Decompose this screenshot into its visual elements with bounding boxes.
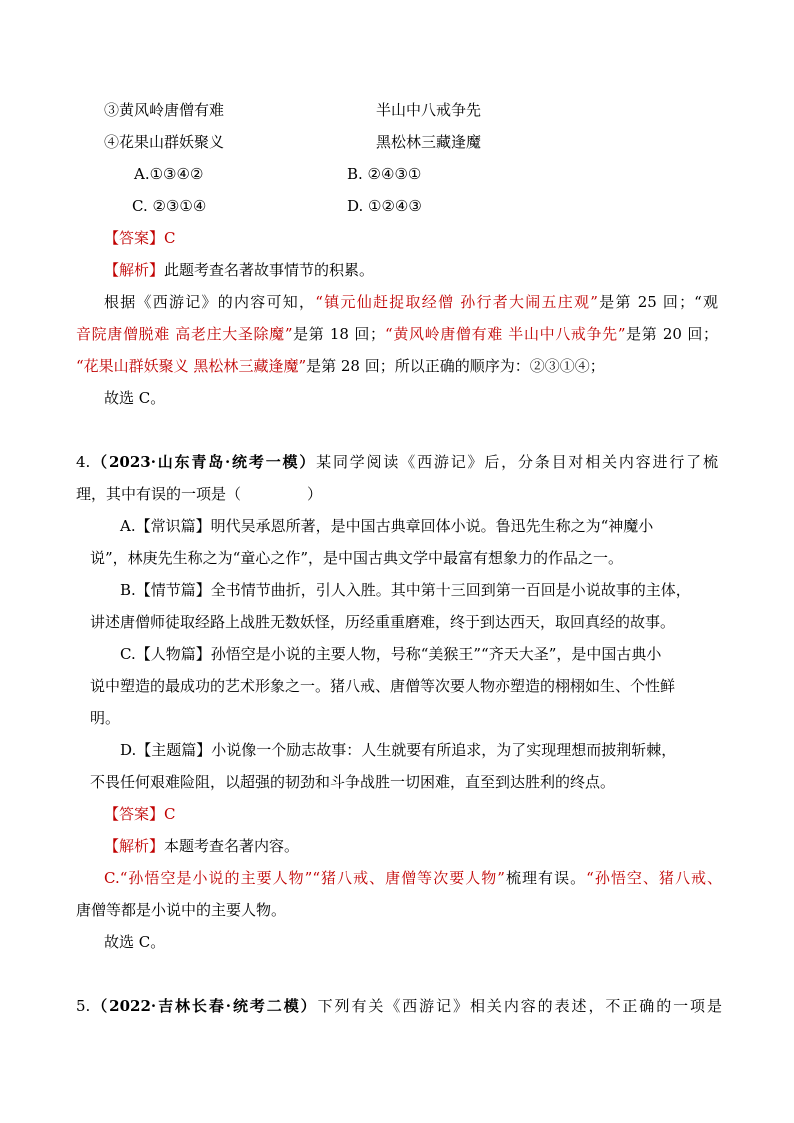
q4-answer <box>104 804 176 824</box>
q4-conclusion: 故选 C。 <box>104 933 166 951</box>
question-number: 5. <box>76 997 91 1015</box>
q4-option-d-line-2: 不畏任何艰难险阻，以超强的韧劲和斗争战胜一切困难，直至到达胜利的终点。 <box>90 773 616 791</box>
q3-analysis <box>104 260 374 280</box>
q3-item3-right: 半山中八戒争先 <box>376 101 482 119</box>
q3-option-c: C. ②③①④ <box>132 197 207 215</box>
q3-conclusion: 故选 C。 <box>104 389 166 407</box>
q4-option-c-line-3: 明。 <box>90 709 121 727</box>
analysis-text: 本题考查名著内容。 <box>164 837 300 855</box>
q3-explanation-line-1: 根据《西游记》的内容可知，“镇元仙赶捉取经僧 孙行者大闹五庄观”是第 25 回；“观 <box>104 293 718 311</box>
q3-explanation-line-3: “花果山群妖聚义 黑松林三藏逢魔”是第 28 回；所以正确的顺序为：②③①④； <box>76 357 605 375</box>
q4-option-a-line-2: 说”，林庚先生称之为“童心之作”，是中国古典文学中最富有想象力的作品之一。 <box>90 549 624 567</box>
question-number: 4. <box>76 453 91 471</box>
q4-stem-line-2: 理，其中有误的一项是（ ） <box>76 485 323 503</box>
q3-item3-left: ③黄风岭唐僧有难 <box>104 101 225 119</box>
q4-explanation-line-2: 唐僧等都是小说中的主要人物。 <box>76 901 287 919</box>
q3-answer <box>104 228 176 248</box>
q4-analysis <box>104 836 299 856</box>
q3-explanation-line-2: 音院唐僧脱难 高老庄大圣除魔”是第 18 回；“黄风岭唐僧有难 半山中八戒争先”是第 20 回； <box>76 325 719 343</box>
q4-explanation-line-1: C.“孙悟空是小说的主要人物”“猪八戒、唐僧等次要人物”梳理有误。“孙悟空、猪八戒、 <box>104 869 722 887</box>
q4-option-c-line-1: C.【人物篇】孙悟空是小说的主要人物，号称“美猴王”“齐天大圣”，是中国古典小 <box>120 645 662 663</box>
question-source: （2023·山东青岛·统考一模） <box>90 453 317 471</box>
analysis-label: 【解析】 <box>104 261 165 279</box>
q4-option-b-line-1: B.【情节篇】全书情节曲折，引人入胜。其中第十三回到第一百回是小说故事的主体， <box>120 581 691 599</box>
answer-value: C <box>164 805 176 823</box>
answer-value: C <box>164 229 176 247</box>
q4-option-d-line-1: D.【主题篇】小说像一个励志故事：人生就要有所追求，为了实现理想而披荆斩棘， <box>120 741 677 759</box>
answer-label: 【答案】 <box>104 805 165 823</box>
q3-item4-left: ④花果山群妖聚义 <box>104 133 225 151</box>
q4-option-a-line-1: A.【常识篇】明代吴承恩所著，是中国古典章回体小说。鲁迅先生称之为“神魔小 <box>120 517 654 535</box>
q3-option-a: A.①③④② <box>134 165 204 183</box>
analysis-label: 【解析】 <box>104 837 165 855</box>
question-source: （2022·吉林长春·统考二模） <box>90 997 318 1015</box>
q3-option-b: B. ②④③① <box>347 165 422 183</box>
q3-option-d: D. ①②④③ <box>347 197 422 215</box>
q3-item4-right: 黑松林三藏逢魔 <box>376 133 482 151</box>
q4-stem-line-1: 4.（2023·山东青岛·统考一模）某同学阅读《西游记》后，分条目对相关内容进行了梳 <box>76 453 718 471</box>
q4-option-c-line-2: 说中塑造的最成功的艺术形象之一。猪八戒、唐僧等次要人物亦塑造的栩栩如生、个性鲜 <box>90 677 676 695</box>
analysis-text: 此题考查名著故事情节的积累。 <box>164 261 375 279</box>
q5-stem: 5.（2022·吉林长春·统考二模）下列有关《西游记》相关内容的表述，不正确的一项是 <box>76 997 722 1015</box>
q4-option-b-line-2: 讲述唐僧师徒取经路上战胜无数妖怪，历经重重磨难，终于到达西天，取回真经的故事。 <box>90 613 676 631</box>
answer-label: 【答案】 <box>104 229 165 247</box>
